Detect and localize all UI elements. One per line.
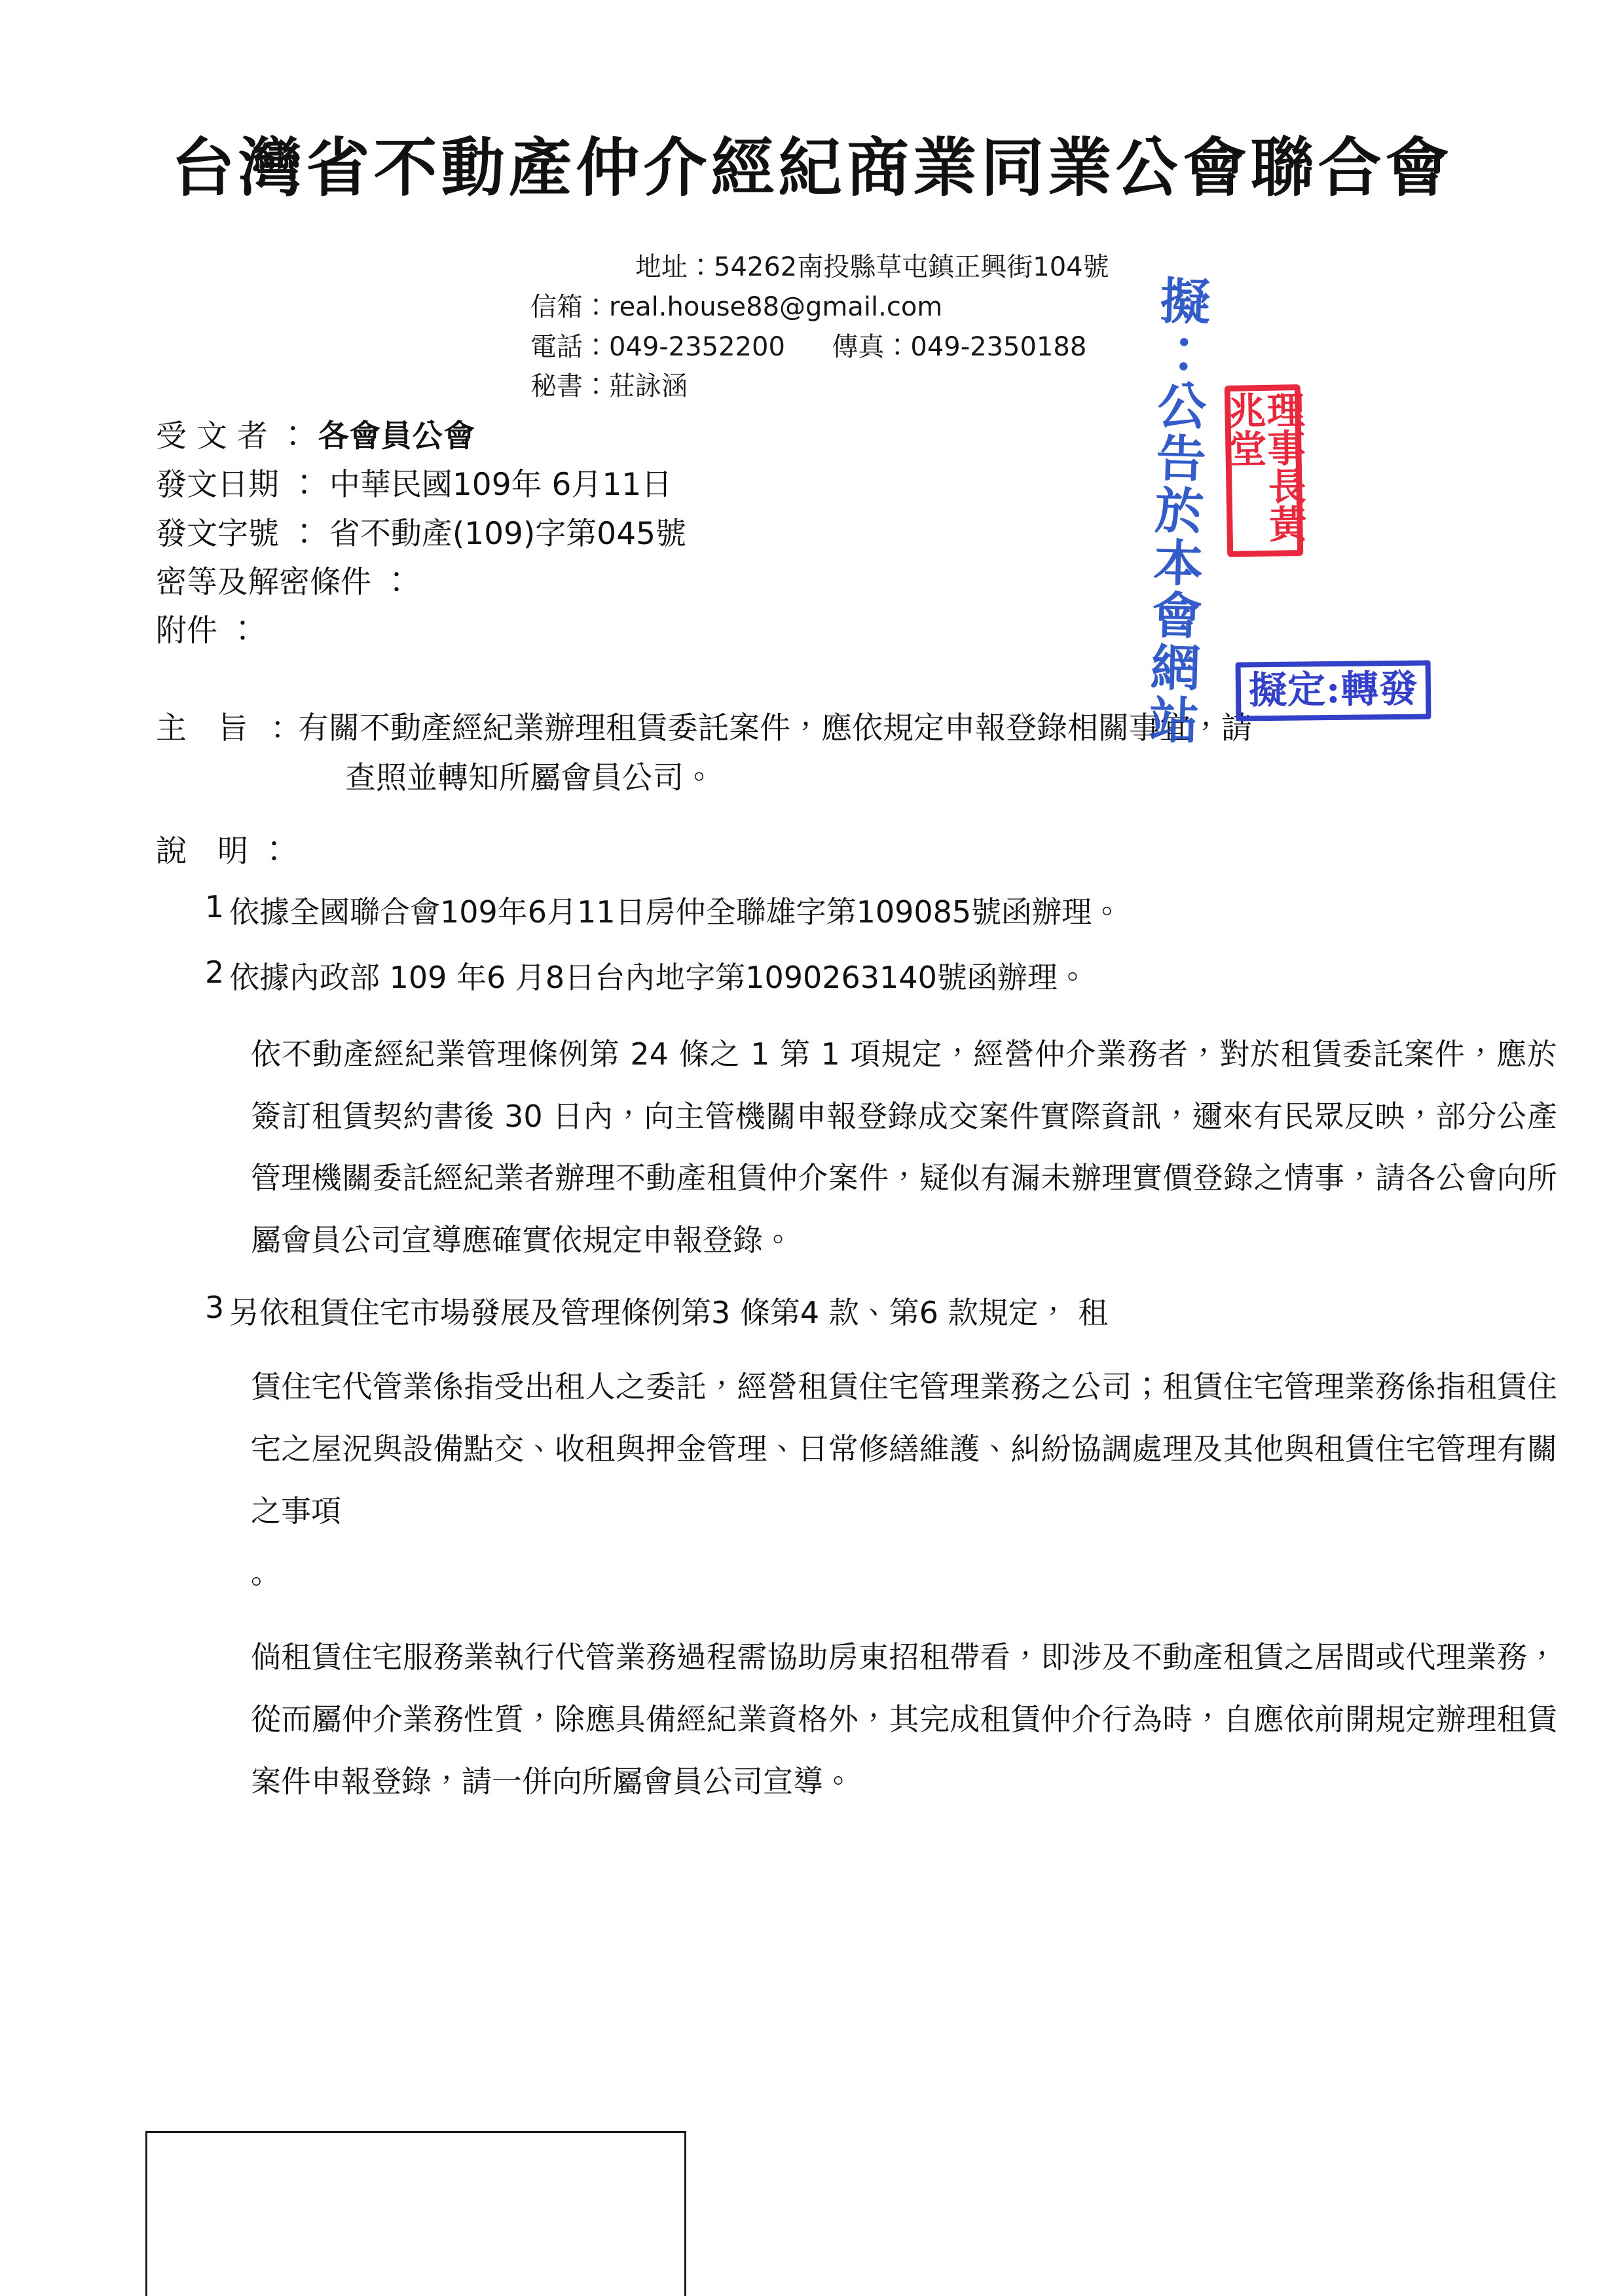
approval-stamp: [1236, 660, 1431, 721]
list-item: [156, 1290, 1557, 1336]
item-paragraph: 依不動產經紀業管理條例第 24 條之 1 第 1 項規定，經營仲介業務者，對於租賃委託案件，應於簽訂租賃契約書後 30 日內，向主管機關申報登錄成交案件實際資訊，邇來有民眾反映，部分公產管理機關委託經紀業者辦理不動產租賃仲介案件，疑似有漏未辦理實價登錄之情事，請各公會向所屬會員公司宣導應確實依規定申報登錄。: [251, 1036, 1557, 1258]
item-number: 2: [205, 954, 225, 990]
organization-title: 台灣省不動產仲介經紀商業同業公會聯合會: [171, 131, 1453, 205]
colon: ：: [380, 564, 412, 600]
item-number: 1: [205, 889, 225, 925]
meta-row-recipient: [156, 412, 686, 461]
item-body: [229, 889, 1557, 936]
contact-phone: 電話：049-2352200: [530, 331, 785, 362]
colon: ：: [277, 418, 308, 454]
recipient-label: 受 文 者: [156, 418, 268, 454]
contact-fax: 傳真：049-2350188: [832, 331, 1087, 362]
explanation-label: [156, 827, 1557, 871]
subject-line-2: 查照並轉知所屬會員公司。: [345, 760, 714, 797]
colon: ：: [270, 710, 301, 746]
item-heading: 另依租賃住宅市場發展及管理條例第3 條第4 款、第6 款規定， 租: [229, 1294, 1109, 1330]
contact-phone-fax-row: [530, 327, 1185, 367]
docnum-label: 發文字號: [156, 515, 279, 552]
item-paragraph: 賃住宅代管業係指受出租人之委託，經營租賃住宅管理業務之公司；租賃住宅管理業務係指租賃住宅之屋況與設備點交、收租與押金管理、日常修繕維護、糾紛協調處理及其他與租賃住宅管理有關之事項: [251, 1369, 1557, 1529]
colon: ：: [288, 515, 320, 552]
contact-address: 地址：54262南投縣草屯鎮正興街104號: [635, 252, 1109, 282]
contact-secretary: 秘書：莊詠涵: [530, 371, 688, 402]
meta-row-classification: [156, 558, 686, 607]
item-number: 3: [205, 1289, 225, 1325]
colon: ：: [258, 833, 300, 870]
orphan-punctuation: 。: [251, 1555, 281, 1591]
meta-row-date: [156, 461, 686, 509]
contact-email: 信箱：real.house88@gmail.com: [530, 291, 943, 322]
item-body: [229, 1290, 1557, 1336]
list-item: [156, 889, 1557, 936]
attachment-label: 附件: [156, 613, 217, 649]
meta-row-docnum: [156, 510, 686, 558]
item-body: [229, 955, 1557, 1001]
recipient-value: 各會員公會: [318, 418, 475, 454]
classification-label: 密等及解密條件: [156, 564, 371, 600]
empty-signature-box: [145, 2131, 686, 2296]
approval-stamp-text: 擬定:轉發: [1248, 666, 1418, 713]
item-heading: 依據全國聯合會109年6月11日房仲全聯雄字第109085號函辦理。: [229, 894, 1122, 930]
document-body: [156, 704, 1557, 1812]
chairman-seal-stamp: [1221, 384, 1308, 557]
item-paragraph: 倘租賃住宅服務業執行代管業務過程需協助房東招租帶看，即涉及不動產租賃之居間或代理業務，從而屬仲介業務性質，除應具備經紀業資格外，其完成租賃仲介行為時，自應依前開規定辦理租賃案件申報登錄，請一併向所屬會員公司宣導。: [251, 1639, 1557, 1799]
explanation-label-text: 說 明: [156, 833, 259, 870]
list-item: [156, 955, 1557, 1001]
chairman-seal-text: 理事長黃兆堂: [1221, 390, 1308, 543]
document-metadata: [156, 412, 686, 655]
date-value: 中華民國109年 6月11日: [329, 467, 673, 503]
colon: ：: [288, 467, 320, 503]
meta-row-attachment: [156, 607, 686, 655]
date-label: 發文日期: [156, 467, 279, 503]
colon: ：: [227, 613, 258, 649]
subject-line-1: 有關不動產經紀業辦理租賃委託案件，應依規定申報登錄相關事宜，請: [298, 710, 1252, 746]
handwritten-note-annotation: 擬：公告於本會網站: [1140, 274, 1211, 748]
item-heading: 依據內政部 109 年6 月8日台內地字第1090263140號函辦理。: [229, 959, 1088, 995]
docnum-value: 省不動產(109)字第045號: [329, 515, 686, 552]
contact-block: [530, 247, 1185, 407]
subject-label: 主 旨: [156, 710, 259, 746]
